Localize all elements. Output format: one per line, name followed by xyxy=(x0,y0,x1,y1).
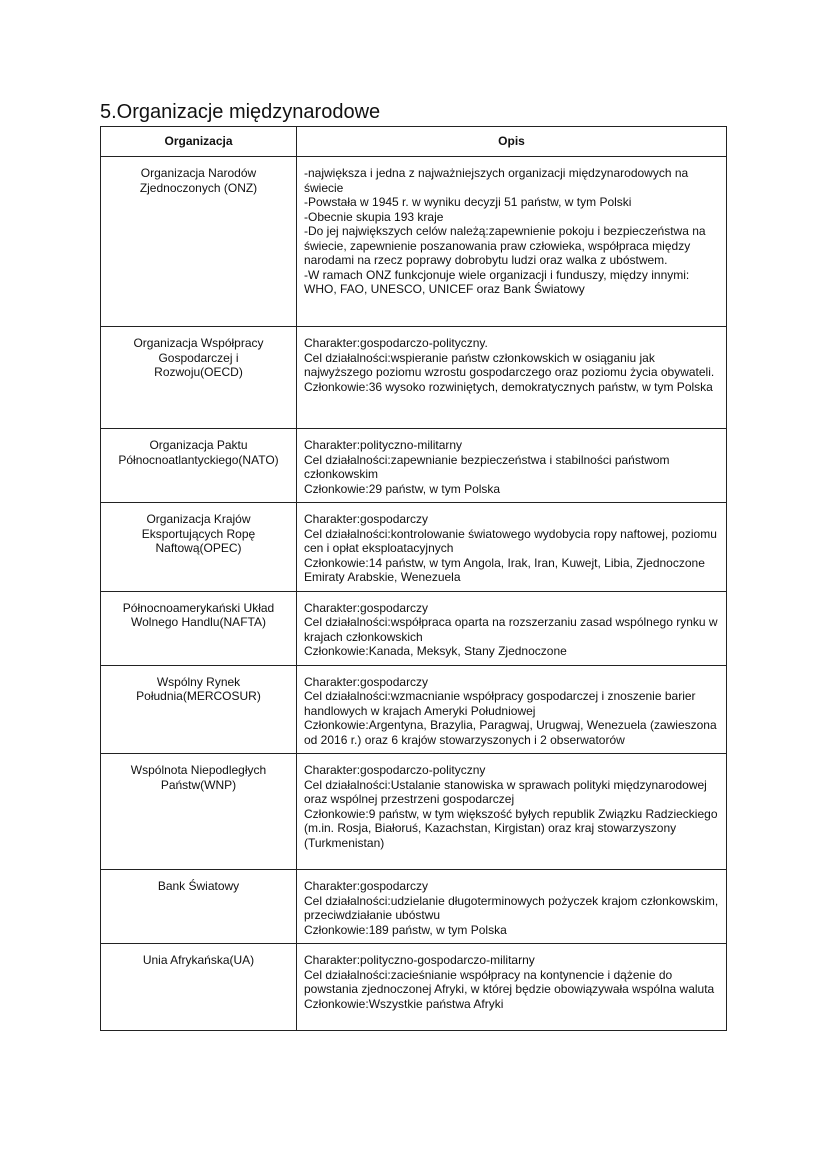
description-line: Charakter:gospodarczy xyxy=(304,674,429,689)
description-line: Cel działalności:Ustalanie stanowiska w sprawach polityki międzynarodowej oraz wspólnej przestrzeni gospodarczej xyxy=(304,777,707,806)
table-row xyxy=(101,870,727,944)
description-line: -największa i jedna z najważniejszych organizacji międzynarodowych na świecie xyxy=(304,166,689,195)
table-row xyxy=(101,429,727,503)
description-line: Członkowie:29 państw, w tym Polska xyxy=(304,481,501,496)
description-line: -W ramach ONZ funkcjonuje wiele organizacji i funduszy, między innymi: WHO, FAO, UNESCO, UNICEF oraz Bank Światowy xyxy=(304,267,690,296)
description-line: Charakter:polityczno-gospodarczo-militarny xyxy=(304,953,535,967)
table-row xyxy=(101,754,727,870)
organization-description xyxy=(297,157,727,327)
organizations-table xyxy=(100,126,727,1031)
column-header-description: Opis xyxy=(297,127,727,157)
column-header-organization: Organizacja xyxy=(101,127,297,157)
description-line: Cel działalności:wzmacnianie współpracy gospodarczej i znoszenie barier handlowych w krajach Ameryki Południowej xyxy=(304,689,696,718)
description-line: Charakter:gospodarczy xyxy=(304,879,429,893)
description-line: Członkowie:9 państw, w tym większość byłych republik Związku Radzieckiego (m.in. Rosja, Białoruś, Kazachstan, Kirgistan) oraz kraj stowarzyszony (Turkmenistan) xyxy=(304,806,718,850)
organization-name: Organizacja Paktu Północnoatlantyckiego(NATO) xyxy=(101,429,297,503)
organization-name: Bank Światowy xyxy=(101,870,297,944)
table-row xyxy=(101,327,727,429)
organization-description xyxy=(297,503,727,592)
organization-name: Organizacja Narodów Zjednoczonych (ONZ) xyxy=(101,157,297,327)
description-line: Cel działalności:wspieranie państw członkowskich w osiąganiu jak najwyższego poziomu wzrostu gospodarczego oraz poziomu życia obywateli. xyxy=(304,350,715,379)
description-line: Cel działalności:kontrolowanie światowego wydobycia ropy naftowej, poziomu cen i opłat eksploatacyjnych xyxy=(304,526,717,555)
organization-name: Organizacja Krajów Eksportujących Ropę Naftową(OPEC) xyxy=(101,503,297,592)
organization-description xyxy=(297,665,727,754)
description-line: Cel działalności:udzielanie długoterminowych pożyczek krajom członkowskim, przeciwdziałanie ubóstwu xyxy=(304,893,719,922)
description-line: -Obecnie skupia 193 kraje xyxy=(304,209,444,224)
table-row xyxy=(101,944,727,1031)
description-line: Charakter:gospodarczy xyxy=(304,512,429,526)
description-line: Cel działalności:zapewnianie bezpieczeństwa i stabilności państwom członkowskim xyxy=(304,452,670,481)
table-header-row xyxy=(101,127,727,157)
organization-name: Wspólny Rynek Południa(MERCOSUR) xyxy=(101,665,297,754)
organization-name: Organizacja Współpracy Gospodarczej i Rozwoju(OECD) xyxy=(101,327,297,429)
organization-description xyxy=(297,754,727,870)
description-line: -Powstała w 1945 r. w wyniku decyzji 51 państw, w tym Polski xyxy=(304,195,632,209)
description-line: Cel działalności:zacieśnianie współpracy na kontynencie i dążenie do powstania zjednoczonej Afryki, w której będzie obowiązywała wspólna waluta xyxy=(304,967,715,996)
organization-name: Unia Afrykańska(UA) xyxy=(101,944,297,1031)
description-line: Cel działalności:współpraca oparta na rozszerzaniu zasad wspólnego rynku w krajach członkowskich xyxy=(304,615,718,644)
description-line: Charakter:polityczno-militarny xyxy=(304,438,463,452)
description-line: Członkowie:Kanada, Meksyk, Stany Zjednoczone xyxy=(304,644,567,658)
description-line: Charakter:gospodarczo-polityczny. xyxy=(304,336,488,350)
organization-name: Północnoamerykański Układ Wolnego Handlu(NAFTA) xyxy=(101,591,297,665)
organization-description xyxy=(297,591,727,665)
page-title: 5.Organizacje międzynarodowe xyxy=(100,101,381,123)
description-line: Charakter:gospodarczo-polityczny xyxy=(304,763,486,777)
description-line: -Do jej największych celów należą:zapewnienie pokoju i bezpieczeństwa na świecie, zapewnienie poszanowania praw człowieka, współpraca między narodami na rzecz poprawy dobrobytu ludzi oraz walka z ubóstwem. xyxy=(304,224,706,267)
organization-description xyxy=(297,327,727,429)
table-row xyxy=(101,503,727,592)
organization-name: Wspólnota Niepodległych Państw(WNP) xyxy=(101,754,297,870)
table-row xyxy=(101,665,727,754)
organization-description xyxy=(297,870,727,944)
organization-description xyxy=(297,944,727,1031)
organization-description xyxy=(297,429,727,503)
description-line: Charakter:gospodarczy xyxy=(304,600,429,615)
description-line: Członkowie:189 państw, w tym Polska xyxy=(304,922,507,937)
table-row xyxy=(101,591,727,665)
description-line: Członkowie:36 wysoko rozwiniętych, demokratycznych państw, w tym Polska xyxy=(304,379,713,394)
description-line: Członkowie:Argentyna, Brazylia, Paragwaj, Urugwaj, Wenezuela (zawieszona od 2016 r.) oraz 6 krajów stowarzyszonych i 2 obserwatorów xyxy=(304,718,717,747)
description-line: Członkowie:Wszystkie państwa Afryki xyxy=(304,996,504,1011)
description-line: Członkowie:14 państw, w tym Angola, Irak, Iran, Kuwejt, Libia, Zjednoczone Emiraty Arabskie, Wenezuela xyxy=(304,555,705,584)
table-row xyxy=(101,157,727,327)
